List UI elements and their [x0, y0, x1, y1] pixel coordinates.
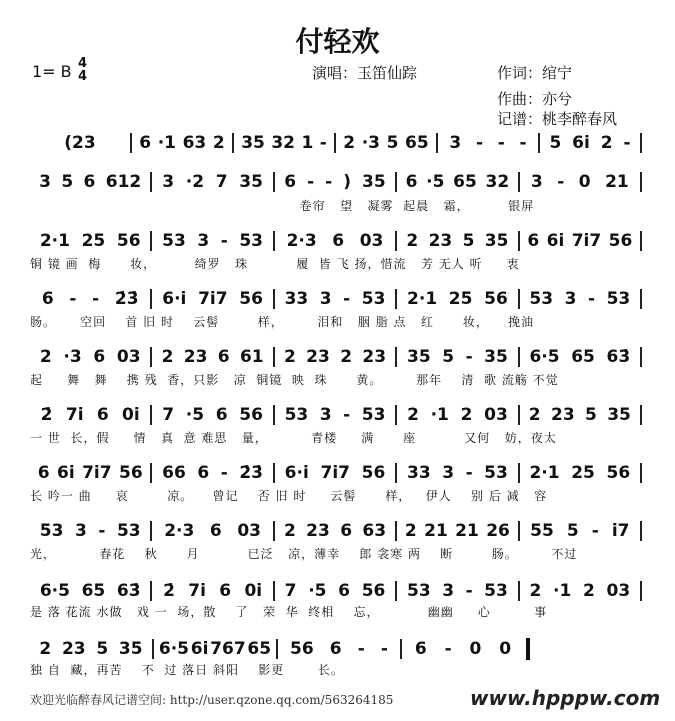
measure: 66 6 - 2̇3̇	[162, 463, 264, 483]
barline	[640, 521, 642, 541]
lyric-line: 是 落 花流 水做 戏 一 场，散 了 荣 华 终相 忘， 幽幽 心 事	[30, 605, 548, 619]
time-top: 4	[78, 56, 88, 71]
measure: 2 23 6 63	[283, 521, 387, 541]
measure: 6 - - ) 35	[284, 172, 386, 192]
measure: 53 3 - 53	[529, 289, 631, 309]
measure: 55 5 - i7	[530, 521, 630, 541]
key-signature: 1= B	[32, 62, 72, 81]
measure: 3 - 0 21	[530, 172, 629, 192]
measure: 2 ·1 2 03	[529, 581, 631, 601]
time-bottom: 4	[78, 69, 88, 84]
measure: 7 ·5 6 56	[162, 405, 263, 425]
measure: 53 3 - 53	[406, 581, 508, 601]
measure: 2 ·3 5 65	[343, 133, 429, 153]
barline	[640, 347, 642, 367]
measure: 3 5 6 612	[39, 172, 142, 192]
lyricist-credit: 作词：绾宁	[497, 64, 573, 82]
measure: 7 ·5 6 56	[284, 581, 386, 601]
measure: 2 ·3 6 03	[39, 347, 141, 367]
measure: 56 6 - -	[290, 639, 388, 659]
staff-line	[30, 638, 530, 660]
barline	[640, 581, 642, 601]
lyric-line: 肠。 空回 首 旧 时 云髻 样， 泪和 胭 脂 点 红 妆， 挽油	[30, 315, 535, 329]
lyric-line: 卷帘 望 凝雾 起晨 霜， 银屏	[30, 199, 535, 213]
measure: 2 23 5 35	[406, 231, 509, 251]
measure: 5 6i 2 -	[549, 133, 631, 153]
footer-text: 欢迎光临醉春风记谱空间: http://user.qzone.qq.com/563264185	[30, 693, 394, 707]
measure: 2̇ 7i 6 0i	[163, 581, 263, 601]
barline	[640, 289, 642, 309]
lyric-line: 一 世 长，假 情 真 意 难思 量， 青楼 满 座 又何 妨，夜太	[30, 431, 557, 445]
measure: 33 3 - 53	[406, 463, 508, 483]
lyric-line: 光， 春花 秋 月 已泛 凉，薄幸 郎 衾寒 两 断 肠。 不过	[30, 547, 578, 561]
measure: 6·i 7i7 56	[162, 289, 263, 309]
barline	[640, 231, 642, 251]
staff-line	[30, 346, 642, 368]
staff-line	[30, 404, 642, 426]
measure: (23	[64, 133, 96, 153]
time-signature	[78, 57, 87, 83]
barline	[640, 133, 642, 153]
brand-watermark: www.hpppw.com	[470, 686, 661, 710]
measure: 33 3 - 53	[284, 289, 386, 309]
measure: 6 6i 7i7 56	[527, 231, 633, 251]
measure: 6 ·5 65 32	[405, 172, 510, 192]
staff-line	[30, 230, 642, 252]
lyric-line: 铜 镜 画 梅 妆， 绮罗 珠 履 皆 飞 扬，惜流 芳 无人 听 衷	[30, 257, 520, 271]
barline	[526, 638, 530, 660]
measure: 6 - - 2̇3̇	[41, 289, 139, 309]
measure: 53 3 - 53	[162, 231, 264, 251]
staff-line	[30, 520, 642, 542]
song-title: 付轻欢	[295, 25, 380, 58]
composer-credit: 作曲：亦兮	[497, 90, 573, 108]
measure: 2·3 6 03	[164, 521, 261, 541]
measure: 6·5 65 63̇	[529, 347, 631, 367]
measure: 2·1 25 56	[39, 231, 141, 251]
measure: 2 ·1 2 03	[407, 405, 508, 425]
measure: 2̇ 7i 6 0i	[40, 405, 140, 425]
measure: 3 - - -	[449, 133, 527, 153]
measure: 35 32 1 -	[241, 133, 327, 153]
measure: 6·5 65 63̇	[39, 581, 141, 601]
barline	[640, 463, 642, 483]
measure: 2 23 5 35	[39, 639, 143, 659]
measure: 2·3 6 03	[286, 231, 384, 251]
transcriber-credit: 记谱：桃李醉春风	[497, 110, 618, 128]
staff-line	[30, 288, 642, 310]
measure: 6·i 7i7 56	[284, 463, 386, 483]
measure: 2·1 25 56	[407, 289, 508, 309]
measure: 2 23 6 61	[161, 347, 264, 367]
staff-line	[30, 580, 642, 602]
measure: 2 23 5 35	[528, 405, 631, 425]
measure: 53 3 - 53	[39, 521, 141, 541]
singer-credit: 演唱：玉笛仙踪	[312, 64, 418, 82]
measure: 2 21 21 26	[404, 521, 510, 541]
measure: 53 3 - 53	[284, 405, 386, 425]
measure: 6 ·1 63 2	[139, 133, 225, 153]
lyric-line: 起 舞 舞 携 残 香，只影 凉 铜镜 映 珠 黄。 那年 清 歌 流觞 不觉	[30, 373, 559, 387]
staff-line	[30, 462, 642, 484]
measure: 35 5 - 35	[406, 347, 508, 367]
barline	[640, 405, 642, 425]
lyric-line: 独 自 藏，再苦 不 过 落日 斜阳 影更 长。	[30, 663, 344, 677]
lyric-line: 长 吟一 曲 哀 凉。 曾记 否 旧 时 云髻 样， 伊人 别 后 减 容	[30, 489, 548, 503]
barline	[640, 172, 642, 192]
measure: 6 6i 7i7 56	[37, 463, 143, 483]
staff-line	[30, 171, 642, 193]
measure: 6·5 6i 767 65	[158, 639, 272, 659]
measure: 6 - 0 0	[414, 639, 512, 659]
measure: 2·1 25 56	[529, 463, 631, 483]
measure: 2 23 2 23	[283, 347, 387, 367]
staff-line	[30, 132, 642, 154]
measure: 3 ·2 7 35	[162, 172, 263, 192]
